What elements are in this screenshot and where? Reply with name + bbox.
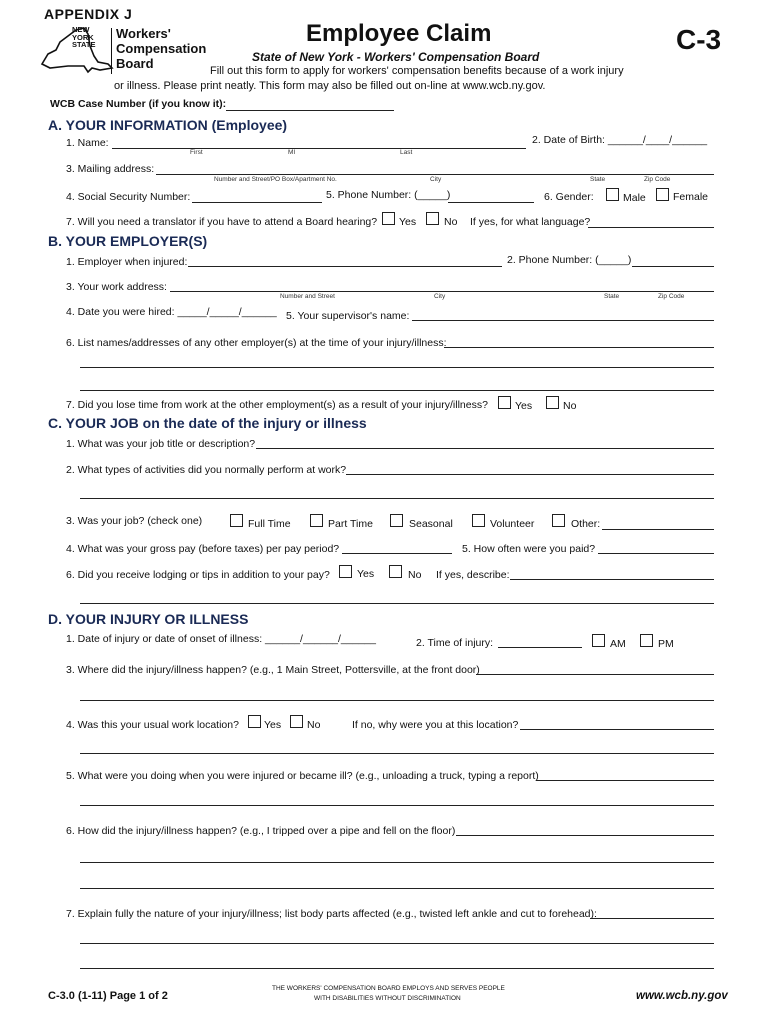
translator-label: 7. Will you need a translator if you have to attend a Board hearing? (66, 216, 378, 228)
why-location-field-2[interactable] (80, 753, 714, 754)
injury-time-label: 2. Time of injury: (416, 637, 494, 649)
logo-board-line-3: Board (116, 56, 154, 71)
pay-frequency-field[interactable] (598, 553, 714, 554)
supervisor-label: 5. Your supervisor's name: (286, 310, 410, 322)
job-type-volunteer-checkbox[interactable] (472, 514, 485, 527)
logo-board-line-1: Workers' (116, 26, 171, 41)
time-pm-checkbox[interactable] (640, 634, 653, 647)
job-type-other-label: Other: (571, 518, 601, 530)
job-type-part-time-label: Part Time (328, 518, 373, 530)
case-number-field[interactable] (226, 110, 394, 111)
translator-no-label: No (444, 216, 458, 228)
lost-time-no-checkbox[interactable] (546, 396, 559, 409)
form-subtitle: State of New York - Workers' Compensation Board (252, 50, 540, 64)
case-number-label: WCB Case Number (if you know it): (50, 98, 227, 110)
where-field-2[interactable] (80, 700, 714, 701)
how-field-1[interactable] (456, 835, 714, 836)
work-hint-city: City (434, 293, 446, 300)
other-employers-field-3[interactable] (80, 390, 714, 391)
translator-no-checkbox[interactable] (426, 212, 439, 225)
job-title-label: 1. What was your job title or description? (66, 438, 256, 450)
appendix-label: APPENDIX J (44, 6, 133, 22)
job-title-field[interactable] (256, 448, 714, 449)
lost-time-yes-label: Yes (515, 400, 533, 412)
lodging-no-label: No (408, 569, 422, 581)
dob-label[interactable]: 2. Date of Birth: ______/____/______ (532, 134, 708, 146)
nys-logo (38, 24, 216, 76)
gender-male-checkbox[interactable] (606, 188, 619, 201)
logo-state-text: NEW YORK STATE (72, 25, 96, 49)
name-hint-last: Last (400, 149, 413, 156)
employer-field[interactable] (188, 266, 502, 267)
work-hint-street: Number and Street (280, 293, 335, 300)
job-type-full-time-checkbox[interactable] (230, 514, 243, 527)
usual-location-label: 4. Was this your usual work location? (66, 719, 239, 731)
where-field-1[interactable] (476, 674, 714, 675)
explain-label: 7. Explain fully the nature of your injury/illness; list body parts affected (e.g., twisted left ankle and cut to forehead): (66, 908, 597, 920)
footer-notice-line-1: THE WORKERS' COMPENSATION BOARD EMPLOYS AND SERVES PEOPLE (272, 985, 505, 992)
lost-time-label: 7. Did you lose time from work at the other employment(s) as a result of your injury/illness? (66, 399, 488, 411)
mailing-hint-city: City (430, 176, 442, 183)
other-employers-field-2[interactable] (80, 367, 714, 368)
lodging-no-checkbox[interactable] (389, 565, 402, 578)
injury-time-field[interactable] (498, 647, 582, 648)
usual-location-yes-label: Yes (264, 719, 282, 731)
job-type-full-time-label: Full Time (248, 518, 291, 530)
activities-field-2[interactable] (80, 498, 714, 499)
doing-field-2[interactable] (80, 805, 714, 806)
translator-yes-checkbox[interactable] (382, 212, 395, 225)
work-address-label: 3. Your work address: (66, 281, 167, 293)
name-hint-first: First (190, 149, 203, 156)
gender-female-checkbox[interactable] (656, 188, 669, 201)
injury-date-label[interactable]: 1. Date of injury or date of onset of illness: ______/______/______ (66, 633, 376, 645)
pay-frequency-label: 5. How often were you paid? (462, 543, 596, 555)
usual-location-no-label: No (307, 719, 321, 731)
activities-field-1[interactable] (346, 474, 714, 475)
explain-field-1[interactable] (590, 918, 714, 919)
lodging-yes-checkbox[interactable] (339, 565, 352, 578)
how-field-3[interactable] (80, 888, 714, 889)
language-label: If yes, for what language? (470, 216, 591, 228)
ssn-field[interactable] (192, 202, 322, 203)
job-type-part-time-checkbox[interactable] (310, 514, 323, 527)
gender-label: 6. Gender: (544, 191, 594, 203)
work-hint-zip: Zip Code (658, 293, 685, 300)
instructions-line-2: or illness. Please print neatly. This form may also be filled out on-line at www.wcb.ny.gov. (114, 80, 546, 92)
mailing-hint-street: Number and Street/PO Box/Apartment No. (214, 176, 337, 183)
explain-field-3[interactable] (80, 968, 714, 969)
logo-divider (111, 28, 112, 74)
lost-time-yes-checkbox[interactable] (498, 396, 511, 409)
hire-date-label[interactable]: 4. Date you were hired: _____/_____/______ (66, 306, 277, 318)
usual-location-no-checkbox[interactable] (290, 715, 303, 728)
gender-female-label: Female (673, 191, 709, 203)
employer-phone-field[interactable] (632, 266, 714, 267)
work-address-field[interactable] (170, 291, 714, 292)
gender-male-label: Male (623, 192, 646, 204)
ssn-label: 4. Social Security Number: (66, 191, 191, 203)
other-employers-label: 6. List names/addresses of any other employer(s) at the time of your injury/illness: (66, 337, 447, 349)
section-c-title: C. YOUR JOB on the date of the injury or illness (48, 415, 367, 431)
explain-field-2[interactable] (80, 943, 714, 944)
translator-yes-label: Yes (399, 216, 417, 228)
how-label: 6. How did the injury/illness happen? (e.g., I tripped over a pipe and fell on the floor) (66, 825, 456, 837)
supervisor-field[interactable] (412, 320, 714, 321)
time-pm-label: PM (658, 638, 674, 650)
why-location-label: If no, why were you at this location? (352, 719, 519, 731)
activities-label: 2. What types of activities did you normally perform at work? (66, 464, 347, 476)
logo-board-line-2: Compensation (116, 41, 207, 56)
phone-label: 5. Phone Number: (_____) (326, 189, 451, 201)
describe-field-2[interactable] (80, 603, 714, 604)
time-am-label: AM (610, 638, 626, 650)
gross-pay-field[interactable] (342, 553, 452, 554)
why-location-field-1[interactable] (520, 729, 714, 730)
describe-label: If yes, describe: (436, 569, 510, 581)
section-b-title: B. YOUR EMPLOYER(S) (48, 233, 208, 249)
other-employers-field-1[interactable] (444, 347, 714, 348)
footer-website: www.wcb.ny.gov (636, 990, 728, 1002)
language-field[interactable] (588, 227, 714, 228)
job-type-volunteer-label: Volunteer (490, 518, 535, 530)
lost-time-no-label: No (563, 400, 577, 412)
form-title: Employee Claim (306, 20, 492, 47)
lodging-yes-label: Yes (357, 568, 375, 580)
footer-form-id: C-3.0 (1-11) Page 1 of 2 (48, 990, 168, 1002)
job-type-seasonal-label: Seasonal (409, 518, 453, 530)
job-type-other-checkbox[interactable] (552, 514, 565, 527)
where-label: 3. Where did the injury/illness happen? (e.g., 1 Main Street, Pottersville, at the front door) (66, 664, 480, 676)
gross-pay-label: 4. What was your gross pay (before taxes) per pay period? (66, 543, 340, 555)
lodging-label: 6. Did you receive lodging or tips in addition to your pay? (66, 569, 330, 581)
how-field-2[interactable] (80, 862, 714, 863)
doing-label: 5. What were you doing when you were injured or became ill? (e.g., unloading a truck, typing a report) (66, 770, 539, 782)
name-hint-mi: MI (288, 149, 296, 156)
job-type-seasonal-checkbox[interactable] (390, 514, 403, 527)
describe-field-1[interactable] (510, 579, 714, 580)
doing-field-1[interactable] (536, 780, 714, 781)
job-type-other-field[interactable] (602, 529, 714, 530)
instructions-line-1: Fill out this form to apply for workers' compensation benefits because of a work injury (210, 65, 624, 77)
mailing-address-field[interactable] (156, 174, 714, 175)
mailing-address-label: 3. Mailing address: (66, 163, 155, 175)
footer-notice-line-2: WITH DISABILITIES WITHOUT DISCRIMINATION (314, 995, 461, 1002)
usual-location-yes-checkbox[interactable] (248, 715, 261, 728)
name-field[interactable] (112, 148, 526, 149)
employer-phone-label: 2. Phone Number: (_____) (507, 254, 632, 266)
phone-field[interactable] (448, 202, 534, 203)
mailing-hint-zip: Zip Code (644, 176, 671, 183)
section-a-title: A. YOUR INFORMATION (Employee) (48, 117, 288, 133)
job-type-label: 3. Was your job? (check one) (66, 515, 203, 527)
employer-label: 1. Employer when injured: (66, 256, 188, 268)
section-d-title: D. YOUR INJURY OR ILLNESS (48, 611, 249, 627)
form-code: C-3 (676, 24, 722, 55)
mailing-hint-state: State (590, 176, 606, 183)
work-hint-state: State (604, 293, 620, 300)
time-am-checkbox[interactable] (592, 634, 605, 647)
name-label: 1. Name: (66, 137, 109, 149)
